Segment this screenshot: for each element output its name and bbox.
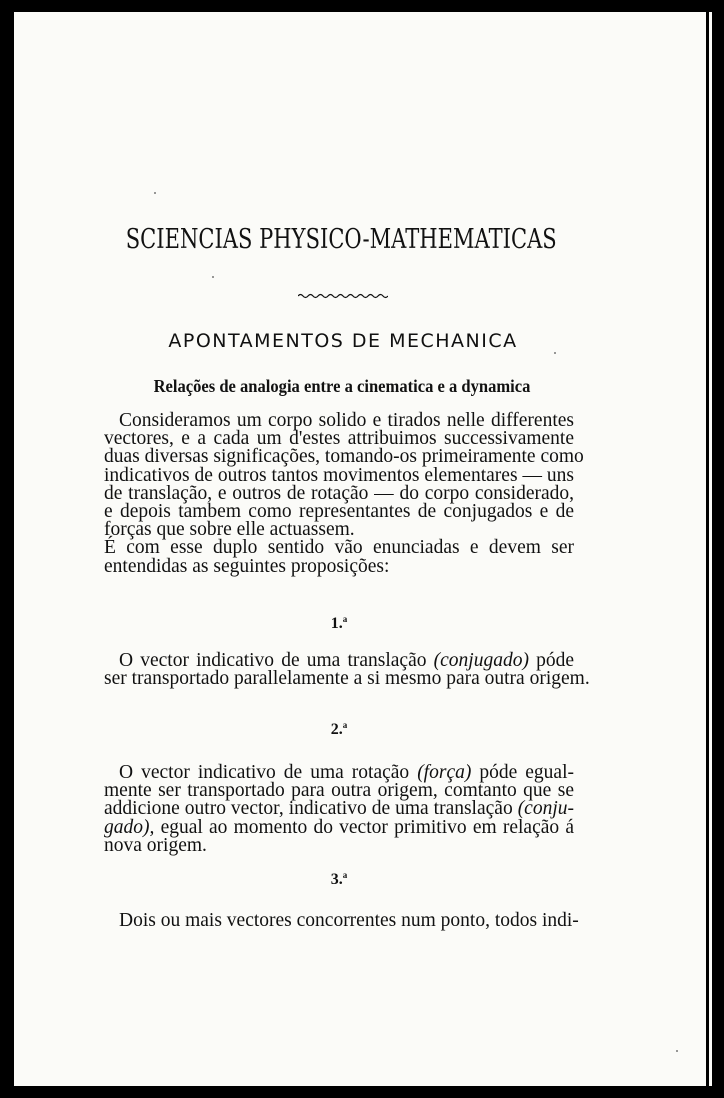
intro-paragraph [104,410,584,577]
proposition-line: gado), egual ao momento do vector primitivo em relação á [104,816,574,838]
proposition-line: O vector indicativo de uma translação (conjugado) póde [119,650,574,671]
proposition-3-text [104,910,579,931]
intro-line: Consideramos um corpo solido e tirados nelle differentes [119,410,574,431]
article-subtitle: Relações de analogia entre a cinematica e a dynamica [153,376,531,396]
intro-line: vectores, e a cada um d'estes attribuimos successivamente [104,428,574,450]
proposition-line: Dois ou mais vectores concorrentes num ponto, todos indi- [119,910,579,931]
print-speck [554,352,556,354]
section-title: SCIENCIAS PHYSICO-MATHEMATICAS [125,224,557,255]
intro-line: entendidas as seguintes proposições: [104,555,390,577]
intro-line: indicativos de outros tantos movimentos elementares — uns [104,464,574,486]
proposition-line: nova origem. [104,834,207,856]
intro-line: de translação, e outros de rotação — do corpo considerado, [104,482,574,504]
proposition-2-text [104,764,574,855]
proposition-line: ser transportado parallelamente a si mesmo para outra origem. [104,668,590,690]
article-title: APONTAMENTOS DE MECHANICA [168,330,518,352]
intro-line: e depois tambem como representantes de conjugados e de [104,501,574,523]
print-speck [212,276,214,278]
intro-line: É com esse duplo sentido vão enunciadas e devem ser [104,537,574,559]
intro-line: duas diversas significações, tomando-os primeiramente como [104,446,584,468]
proposition-line: addicione outro vector, indicativo de uma translação (conju- [104,798,574,820]
intro-line: forças que sobre elle actuassem. [104,519,355,541]
proposition-1-text [104,650,590,690]
proposition-line: mente ser transportado para outra origem, comtanto que se [104,780,574,802]
proposition-number: 2.$^a$ [330,720,348,738]
proposition-number: 1.$^a$ [330,614,348,632]
proposition-number: 3.$^a$ [330,870,348,888]
page-border-right [706,0,709,1098]
print-speck [676,1050,678,1052]
print-speck [154,192,156,194]
proposition-line: O vector indicativo de uma rotação (força) póde egual- [119,762,574,783]
document-page [14,12,712,1086]
wavy-divider [298,292,388,300]
